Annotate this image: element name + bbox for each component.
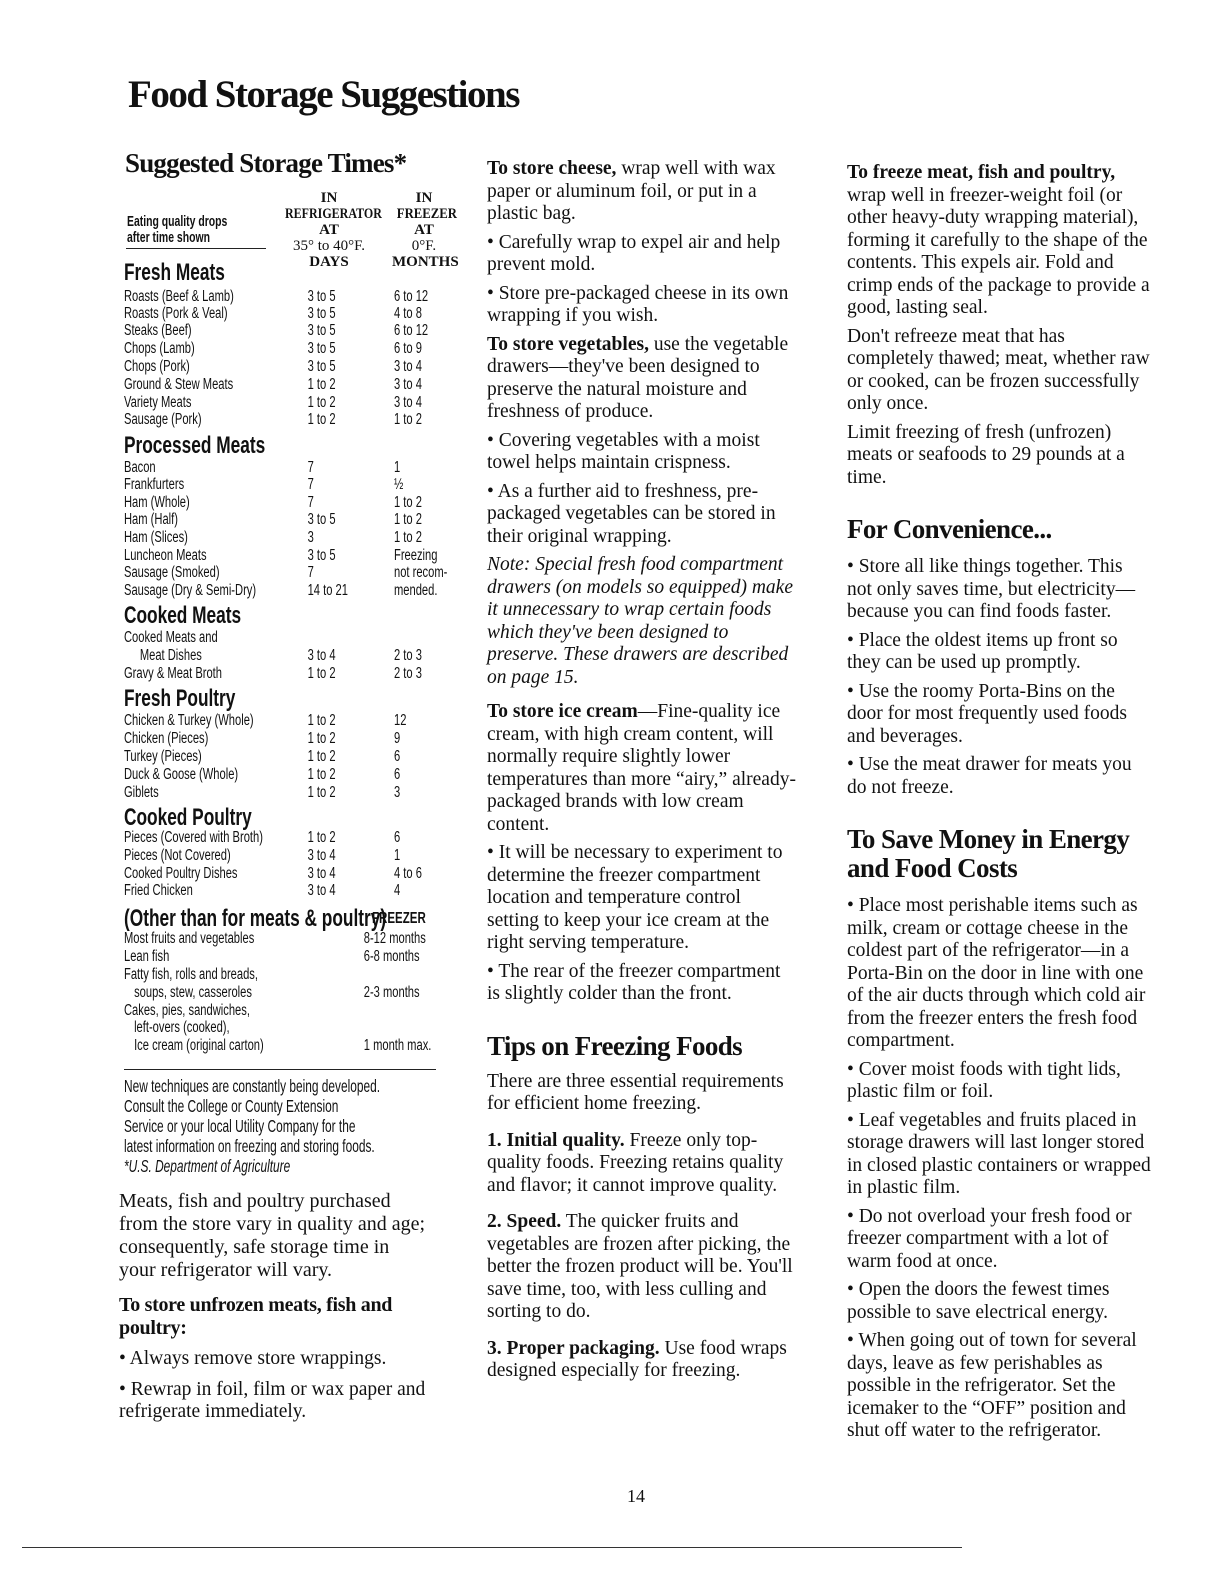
table-row [124,712,407,730]
table-row-item: Bacon [124,459,156,476]
table-row [124,459,401,477]
table-row-item: Chicken (Pieces) [124,730,209,747]
other-row [124,966,362,984]
table-row [124,340,422,358]
table-row-months: Freezing [394,547,438,564]
quality-note [127,214,227,246]
table-row-item: Giblets [124,784,159,801]
table-row-months: not recom- [394,564,448,581]
fridge-h5: DAYS [309,254,349,270]
fridge-h1: IN [320,190,338,206]
col2 [487,158,797,1383]
tip2-text: The quicker fruits and vegetables are frozen after picking, the better the frozen product will be. You'll save time, too, with less culling and sorting to do. [487,1211,793,1322]
table-row [124,847,401,865]
table-row-item: Ground & Stew Meats [124,376,234,393]
ice-lead: To store ice cream [487,701,638,722]
table-row-months: 3 to 4 [394,358,422,375]
table-row [124,829,401,847]
veg-note: Note: Special fresh food compartment drawers (on models so equipped) make it unnecessary to wrap certain foods which they've been designed to preserve. These drawers are described on page 15. [487,554,793,688]
table-row-months: 1 to 2 [394,411,422,428]
cat-other: (Other than for meats & poultry) [124,905,387,932]
table-row-months: 4 to 6 [394,865,422,882]
table-row-days: 7 [307,494,314,511]
footnote-line3: Service or your local Utility Company for the [124,1116,356,1136]
table-row-days: 3 to 5 [307,322,336,339]
freezer-h5: MONTHS [392,254,459,270]
table-row-item: Sausage (Pork) [124,411,202,428]
other-row-item: left-overs (cooked), [134,1019,230,1036]
table-row-days: 1 to 2 [307,766,336,783]
table-row [124,629,362,647]
table-row-months: 6 [394,748,401,765]
ice-text: —Fine-quality ice cream, with high cream content, will normally require slightly lower temperatures than more “airy,” already-packaged brands with low cream content. [487,701,796,835]
table-row [124,305,422,323]
table-row [124,547,438,565]
table-row [124,730,401,748]
table-row-months: 4 to 8 [394,305,422,322]
cat-fresh-meats: Fresh Meats [124,259,225,286]
table-row-days: 3 to 5 [307,358,336,375]
fridge-header [274,190,384,270]
freezer-h1: IN [415,190,433,206]
table-row-months: 1 to 2 [394,494,422,511]
col3 [847,162,1152,1443]
freeze-lead: To freeze meat, fish and poultry, [847,162,1116,183]
table-row-item: Chops (Lamb) [124,340,195,357]
table-row-item: Luncheon Meats [124,547,207,564]
table-row-days: 7 [307,459,314,476]
cheese-text: wrap well with wax paper or aluminum foil, or put in a plastic bag. [487,158,776,224]
table-row [124,564,448,582]
other-row-item: Cakes, pies, sandwiches, [124,1002,250,1019]
table-row-months: 3 [394,784,401,801]
table-row-months: ½ [394,476,404,493]
table-row [124,322,429,340]
table-row-item: Cooked Meats and [124,629,218,646]
table-row-months: 1 to 2 [394,529,422,546]
col1-text [119,1190,429,1424]
table-row [124,647,422,665]
table-row-months: 2 to 3 [394,665,422,682]
other-row [124,984,420,1002]
table-row-months: 3 to 4 [394,394,422,411]
veg-bullet2: • As a further aid to freshness, pre-packaged vegetables can be stored in their original wrapping. [487,480,776,547]
table-row-days: 3 to 4 [307,847,336,864]
save-heading: To Save Money in Energy and Food Costs [847,824,1130,883]
table-row [124,411,422,429]
col1-para: Meats, fish and poultry purchased from the store vary in quality and age; consequently, safe storage time in your refrigerator will vary. [119,1190,426,1281]
cheese-bullet1: • Carefully wrap to expel air and help prevent mold. [487,231,781,275]
table-row-item: Fried Chicken [124,882,193,899]
other-row-value: 2-3 months [363,984,420,1001]
other-row-item: Ice cream (original carton) [134,1037,264,1054]
header-rule [126,248,266,249]
table-row [124,784,401,802]
footnote-line2: Consult the College or County Extension [124,1096,339,1116]
table-row [124,494,422,512]
tip1 [487,1130,797,1198]
table-row-item: Turkey (Pieces) [124,748,202,765]
table-row-item: Chops (Pork) [124,358,190,375]
table-row-months: 2 to 3 [394,647,422,664]
table-row [124,394,422,412]
table-row-days: 3 to 4 [307,647,336,664]
table-row-item: Ham (Half) [124,511,178,528]
table-row-days: 7 [307,476,314,493]
other-row [124,930,426,948]
table-row-item: Ham (Whole) [124,494,190,511]
table-row-days: 1 to 2 [307,748,336,765]
table-row [124,748,401,766]
veg-para [487,334,797,424]
ice-bullet1: • It will be necessary to experiment to determine the freezer compartment location and temperature control setting to keep your ice cream at the right serving temperature. [487,842,783,953]
table-row-months: mended. [394,582,438,599]
table-row [124,511,422,529]
table-row-item: Gravy & Meat Broth [124,665,222,682]
table-row-days: 3 to 5 [307,305,336,322]
footnote-rule [124,1069,436,1070]
table-row-months: 1 [394,459,401,476]
footnote-line5: *U.S. Department of Agriculture [124,1156,291,1176]
tip1-lead: 1. Initial quality. [487,1129,625,1151]
table-row-days: 3 to 4 [307,865,336,882]
table-row-months: 6 to 12 [394,322,429,339]
table-row-months: 1 to 2 [394,511,422,528]
storage-times-title: Suggested Storage Times* [125,148,407,178]
cheese-para [487,158,797,226]
veg-text: use the vegetable drawers—they've been designed to preserve the natural moisture and freshness of produce. [487,333,789,422]
cat-cooked-meats: Cooked Meats [124,602,242,629]
tip3 [487,1338,797,1383]
col1-bullet2: • Rewrap in foil, film or wax paper and refrigerate immediately. [119,1378,426,1422]
fridge-h4: 35° to 40°F. [292,238,366,254]
tips-intro: There are three essential requirements for efficient home freezing. [487,1070,784,1114]
table-row [124,376,422,394]
other-row [124,1037,432,1055]
quality-note-line1: Eating quality drops [127,214,228,230]
save-bullet1: • Place most perishable items such as milk, cream or cottage cheese in the coldest part of the refrigerator—in a Porta-Bin on the door in line with one of the air ducts through which cold air from the freezer enters the fresh food compartment. [847,895,1146,1051]
freezer-h3: AT [414,222,434,238]
table-row-months: 6 to 9 [394,340,422,357]
quality-note-line2: after time shown [127,230,210,246]
tip2 [487,1211,797,1324]
tips-heading: Tips on Freezing Foods [487,1030,743,1061]
freezer-header [392,190,459,270]
table-row-days: 1 to 2 [307,665,336,682]
refreeze-para: Don't refreeze meat that has completely thawed; meat, whether raw or cooked, can be frozen successfully only once. [847,325,1150,414]
table-row-item: Chicken & Turkey (Whole) [124,712,254,729]
other-row-item: Fatty fish, rolls and breads, [124,966,258,983]
table-row-item: Ham (Slices) [124,529,188,546]
cheese-bullet2: • Store pre-packaged cheese in its own wrapping if you wish. [487,282,789,326]
table-row [124,358,422,376]
table-row-days: 7 [307,564,314,581]
footnote [124,1076,380,1176]
save-bullet2: • Cover moist foods with tight lids, plastic film or foil. [847,1058,1121,1102]
table-row-item: Variety Meats [124,394,192,411]
fridge-h2: REFRIGERATOR [285,206,382,222]
footnote-line4: latest information on freezing and storing foods. [124,1136,375,1156]
table-row-days: 1 to 2 [307,394,336,411]
other-row-value: 1 month max. [363,1037,432,1054]
table-row-days: 3 to 5 [307,511,336,528]
conv-bullet2: • Place the oldest items up front so they can be used up promptly. [847,629,1118,673]
table-row-item: Steaks (Beef) [124,322,192,339]
save-bullet3: • Leaf vegetables and fruits placed in storage drawers will last longer stored in closed plastic containers or wrapped in plastic film. [847,1109,1151,1198]
table-row-item: Sausage (Smoked) [124,564,220,581]
table-row-days: 3 to 4 [307,882,336,899]
other-row-item: soups, stew, casseroles [134,984,252,1001]
table-row-days: 1 to 2 [307,829,336,846]
veg-bullet1: • Covering vegetables with a moist towel helps maintain crispness. [487,429,760,473]
freezer-h4: 0°F. [411,238,437,254]
table-row [124,865,422,883]
table-row-item: Roasts (Pork & Veal) [124,305,228,322]
cat-cooked-poultry: Cooked Poultry [124,804,252,831]
convenience-heading: For Convenience... [847,514,1052,544]
ice-bullet2: • The rear of the freezer compartment is slightly colder than the front. [487,960,781,1004]
table-row-item: Duck & Goose (Whole) [124,766,239,783]
bottom-rule [22,1547,962,1548]
table-row-days: 3 to 5 [307,547,336,564]
table-row-days: 3 [307,529,314,546]
table-row [124,882,401,900]
table-row-item: Cooked Poultry Dishes [124,865,238,882]
other-row [124,1002,362,1020]
table-row-months: 6 to 12 [394,288,429,305]
save-bullet4: • Do not overload your fresh food or freezer compartment with a lot of warm food at once. [847,1205,1132,1272]
table-row [124,288,429,306]
table-row [124,665,422,683]
table-row-months: 6 [394,766,401,783]
page-title: Food Storage Suggestions [128,73,519,116]
table-row-item: Frankfurters [124,476,185,493]
cat-fresh-poultry: Fresh Poultry [124,685,236,712]
table-row-months: 3 to 4 [394,376,422,393]
freeze-para [847,162,1152,320]
save-bullet6: • When going out of town for several days, leave as few perishables as possible in the refrigerator. Set the icemaker to the “OFF” position and shut off water to the refrigerator. [847,1330,1137,1441]
table-row-months: 12 [394,712,407,729]
other-row-item: Most fruits and vegetables [124,930,255,947]
conv-bullet4: • Use the meat drawer for meats you do not freeze. [847,754,1132,798]
conv-bullet3: • Use the roomy Porta-Bins on the door for most frequently used foods and beverages. [847,680,1127,747]
table-row [124,529,422,547]
table-row-days: 1 to 2 [307,784,336,801]
table-row-months: 1 [394,847,401,864]
veg-lead: To store vegetables, [487,333,649,355]
table-row [124,476,404,494]
tip2-lead: 2. Speed. [487,1211,562,1232]
tip3-lead: 3. Proper packaging. [487,1337,660,1359]
table-row-days: 3 to 5 [307,340,336,357]
tip1-text: Freeze only top-quality foods. Freezing retains quality and flavor; it cannot improve quality. [487,1129,784,1196]
cat-processed-meats: Processed Meats [124,432,266,459]
table-row-days: 1 to 2 [307,730,336,747]
table-row-item: Roasts (Beef & Lamb) [124,288,234,305]
footnote-line1: New techniques are constantly being developed. [124,1076,381,1096]
other-row-item: Lean fish [124,948,170,965]
other-row [124,1019,362,1037]
table-row-item: Sausage (Dry & Semi-Dry) [124,582,257,599]
tip3-text: Use food wraps designed especially for freezing. [487,1337,787,1381]
limit-para: Limit freezing of fresh (unfrozen) meats or seafoods to 29 pounds at a time. [847,421,1125,488]
table-row-item: Pieces (Covered with Broth) [124,829,263,846]
table-row-months: 4 [394,882,401,899]
table-row-days: 1 to 2 [307,411,336,428]
other-row-value: 6-8 months [363,948,420,965]
other-row [124,948,420,966]
table-row [124,582,438,600]
table-row-months: 6 [394,829,401,846]
other-row-value: 8-12 months [363,930,426,947]
other-freezer-header: FREEZER [372,910,426,927]
col1-heading: To store unfrozen meats, fish and poultry: [119,1294,393,1339]
table-row-months: 9 [394,730,401,747]
table-row-days: 1 to 2 [307,712,336,729]
table-row-days: 14 to 21 [307,582,348,599]
col1-bullet1: • Always remove store wrappings. [119,1348,387,1369]
fridge-h3: AT [319,222,339,238]
page-number: 14 [627,1486,645,1506]
freeze-text: wrap well in freezer-weight foil (or other heavy-duty wrapping material), forming it carefully to the shape of the contents. This expels air. Fold and crimp ends of the package to provide a good, lasting seal. [847,184,1150,318]
freezer-h2: FREEZER [396,206,458,222]
save-bullet5: • Open the doors the fewest times possible to save electrical energy. [847,1279,1110,1323]
table-row-days: 1 to 2 [307,376,336,393]
conv-bullet1: • Store all like things together. This not only saves time, but electricity—because you can find foods faster. [847,556,1136,622]
table-row-item: Pieces (Not Covered) [124,847,231,864]
table-row-days: 3 to 5 [307,288,336,305]
table-row-item: Meat Dishes [139,647,202,664]
ice-para [487,701,797,836]
cheese-lead: To store cheese, [487,158,617,179]
table-row [124,766,401,784]
